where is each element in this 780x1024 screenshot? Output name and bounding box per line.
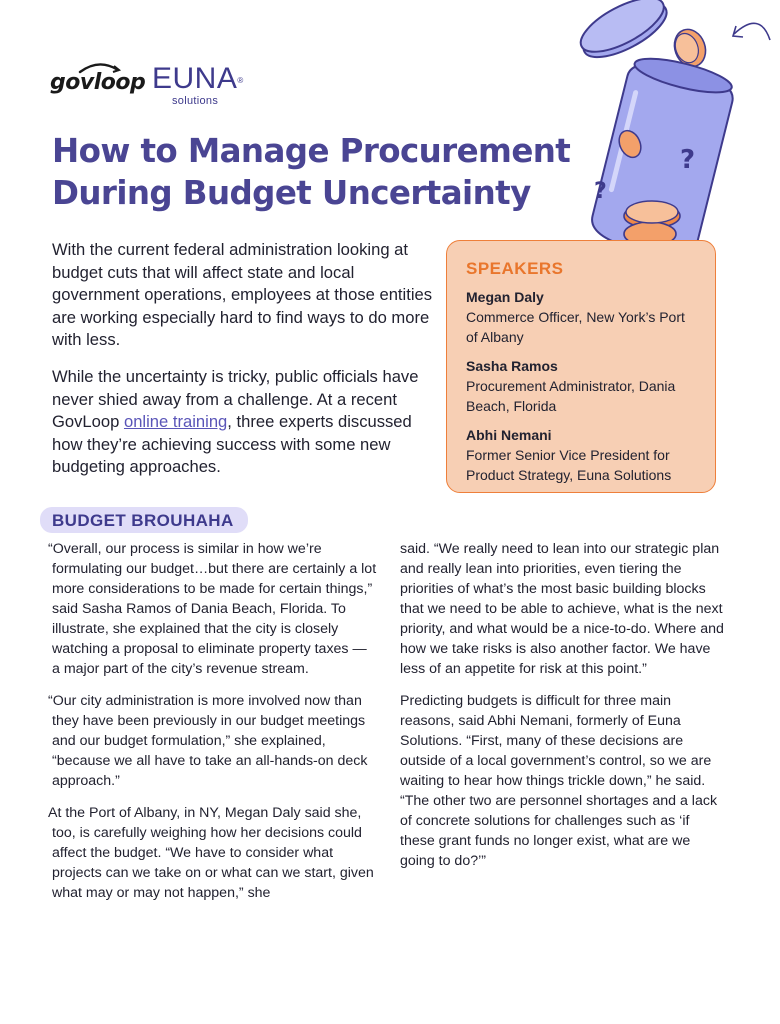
article-paragraph: “Our city administration is more involved now than they have been previously in our budget meetings and our budget formulation,” she explained, “because we all have to take an all-hands-on deck approach.” xyxy=(48,693,368,789)
speaker-role: Former Senior Vice President for Product Strategy, Euna Solutions xyxy=(466,447,672,483)
speaker-entry xyxy=(466,425,697,485)
online-training-link[interactable]: online training xyxy=(123,412,228,432)
section-heading: BUDGET BROUHAHA xyxy=(40,507,248,533)
govloop-logo-text: govloop xyxy=(50,70,146,95)
curved-arrow-icon xyxy=(734,23,770,40)
question-mark-icon: ? xyxy=(594,179,607,204)
page-title: How to Manage Procurement During Budget Uncertainty xyxy=(52,132,571,212)
euna-logo-name: EUNA xyxy=(152,62,238,95)
question-mark-icon: ? xyxy=(680,145,696,175)
intro-text: While the uncertainty is tricky, public officials have never shied away from a challenge. At a recent GovLoop xyxy=(52,367,419,432)
speaker-name: Megan Daly xyxy=(466,289,544,305)
jar-lid xyxy=(573,0,674,68)
article-paragraph: “Overall, our process is similar in how we’re formulating our budget…but there are certainly a lot more considerations to be made for certain things,” said Sasha Ramos of Dania Beach, Florida. To illustrate, she explained that the city is closely watching a proposal to eliminate property taxes — a major part of the city’s revenue stream. xyxy=(48,541,377,677)
speakers-box xyxy=(446,240,716,493)
article-paragraph: said. “We really need to lean into our strategic plan and really lean into priorities, even tiering the priorities of what’s the most basic building blocks that we need to be able to achieve, what is the next priority, and what would be a nice-to-do. Where and how we take risks is also another factor. We have less of an appetite for risk at this point.” xyxy=(400,541,724,677)
speaker-name: Sasha Ramos xyxy=(466,358,558,374)
article-paragraph: At the Port of Albany, in NY, Megan Daly said she, too, is carefully weighing how her decisions could affect the budget. “We have to consider what projects can we take on or what can we start, given what may or may not happen,” she xyxy=(48,805,374,901)
intro-text: , three experts discussed how they’re achieving success with some new budgeting approaches. xyxy=(52,412,412,477)
speaker-role: Procurement Administrator, Dania Beach, Florida xyxy=(466,378,676,414)
euna-registered-mark: ® xyxy=(237,76,244,85)
euna-logo-sub: solutions xyxy=(172,95,219,107)
speaker-entry xyxy=(466,287,697,347)
speaker-role: Commerce Officer, New York’s Port of Albany xyxy=(466,309,685,345)
article-column-left xyxy=(48,539,378,915)
intro-paragraph-2 xyxy=(52,366,437,479)
article-column-right xyxy=(400,539,726,883)
article-paragraph: Predicting budgets is difficult for three main reasons, said Abhi Nemani, formerly of Euna Solutions. “First, many of these decisions are outside of a local government’s control, so we are waiting to hear how things trickle down,” he said. “The other two are personnel shortages and a lack of concrete solutions for challenges such as ‘if these grant funds no longer exist, what are we going to do?’” xyxy=(400,693,718,869)
govloop-logo xyxy=(50,70,145,95)
speaker-name: Abhi Nemani xyxy=(466,427,552,443)
intro-paragraph-1: With the current federal administration looking at budget cuts that will affect state and local government operations, employees at those entities are working especially hard to find ways to do more with less. xyxy=(52,240,433,350)
euna-logo xyxy=(152,64,244,107)
speakers-heading: SPEAKERS xyxy=(466,259,564,278)
govloop-swoosh-icon xyxy=(76,62,122,76)
speaker-entry xyxy=(466,356,697,416)
